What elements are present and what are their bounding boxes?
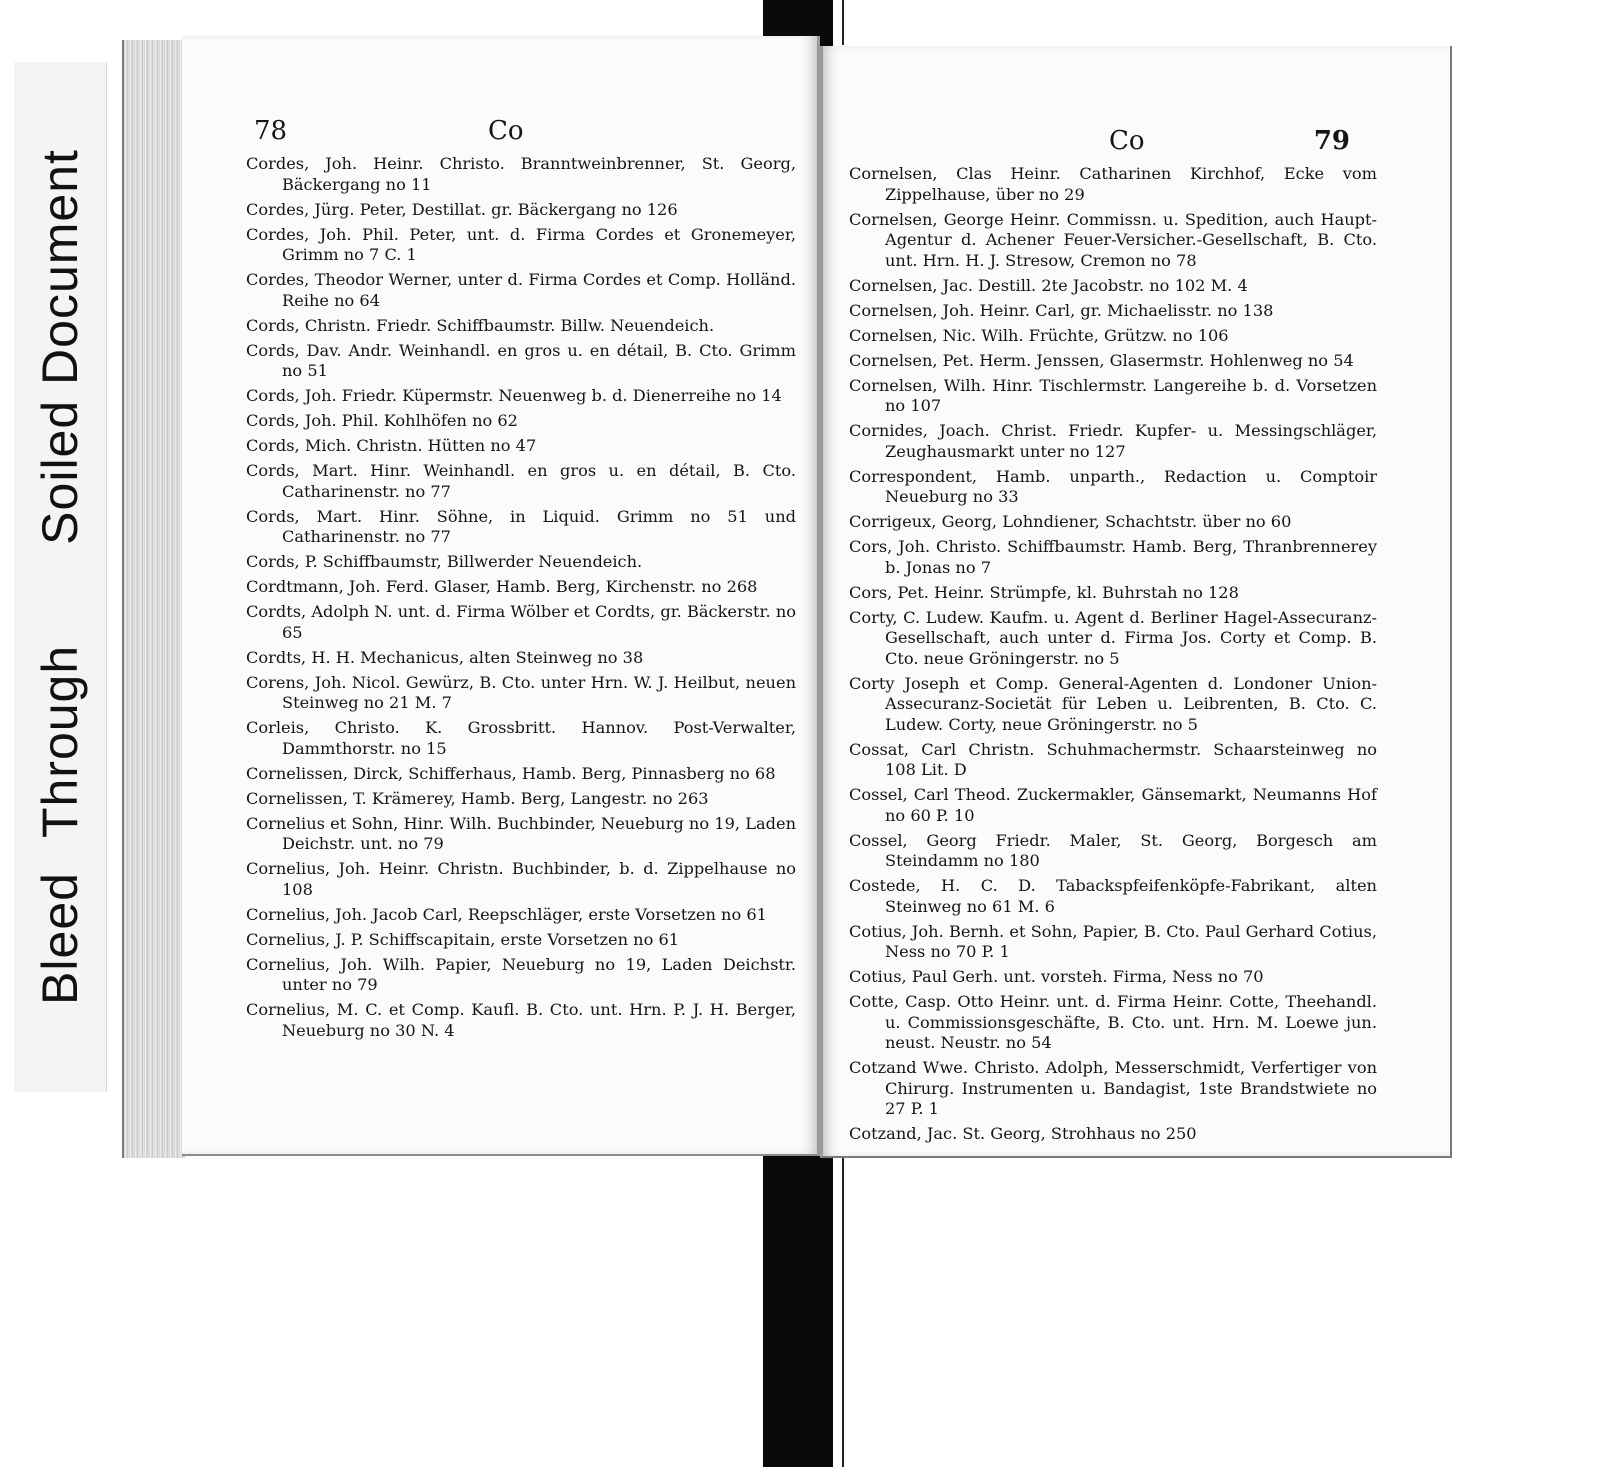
directory-entry: Cords, Dav. Andr. Weinhandl. en gros u. en détail, B. Cto. Grimm no 51	[246, 340, 796, 380]
gutter-bar-bottom	[763, 1155, 833, 1467]
directory-entry: Cordes, Joh. Phil. Peter, unt. d. Firma Cordes et Gronemeyer, Grimm no 7 C. 1	[246, 224, 796, 264]
left-page-title: Co	[488, 116, 524, 146]
directory-entry: Cornelius, Joh. Heinr. Christn. Buchbinder, b. d. Zippelhause no 108	[246, 859, 796, 899]
left-page	[182, 36, 820, 1156]
directory-entry: Cornelissen, Dirck, Schifferhaus, Hamb. Berg, Pinnasberg no 68	[246, 763, 776, 783]
directory-entry: Correspondent, Hamb. unparth., Redaction u. Comptoir Neueburg no 33	[849, 466, 1377, 506]
directory-entry: Cornelius, M. C. et Comp. Kaufl. B. Cto. unt. Hrn. P. J. H. Berger, Neueburg no 30 N. 4	[246, 1000, 796, 1040]
right-entry-list	[849, 164, 1377, 1149]
directory-entry: Cords, Joh. Friedr. Küpermstr. Neuenweg b. d. Dienerreihe no 14	[246, 386, 782, 405]
directory-entry: Cornelsen, Pet. Herm. Jenssen, Glasermstr. Hohlenweg no 54	[849, 350, 1354, 370]
directory-entry: Corens, Joh. Nicol. Gewürz, B. Cto. unter Hrn. W. J. Heilbut, neuen Steinweg no 21 M. 7	[246, 672, 796, 712]
gutter-line-top	[842, 0, 844, 45]
directory-entry: Cornelsen, George Heinr. Commissn. u. Spedition, auch Haupt-Agentur d. Achener Feuer-Versicher.-Gesellschaft, B. Cto. unt. Hrn. H. J. Stresow, Cremon no 78	[849, 209, 1377, 270]
directory-entry: Cords, Joh. Phil. Kohlhöfen no 62	[246, 411, 518, 430]
directory-entry: Cotius, Joh. Bernh. et Sohn, Papier, B. Cto. Paul Gerhard Cotius, Ness no 70 P. 1	[849, 921, 1377, 961]
side-label-text	[31, 149, 89, 1005]
directory-entry: Cordts, Adolph N. unt. d. Firma Wölber et Cordts, gr. Bäckerstr. no 65	[246, 602, 796, 642]
left-entry-list	[246, 154, 796, 1046]
directory-entry: Cornelius, Joh. Jacob Carl, Reepschläger, erste Vorsetzen no 61	[246, 904, 767, 924]
right-page-number: 79	[1313, 126, 1350, 156]
directory-entry: Cornelsen, Nic. Wilh. Früchte, Grützw. no 106	[849, 325, 1229, 345]
directory-entry: Cordtmann, Joh. Ferd. Glaser, Hamb. Berg, Kirchenstr. no 268	[246, 577, 758, 596]
directory-entry: Cornelsen, Jac. Destill. 2te Jacobstr. no 102 M. 4	[849, 275, 1248, 295]
right-page-title: Co	[1109, 126, 1145, 156]
directory-entry: Cossel, Carl Theod. Zuckermakler, Gänsemarkt, Neumanns Hof no 60 P. 10	[849, 785, 1377, 825]
book-fore-edge	[122, 40, 186, 1158]
directory-entry: Cors, Joh. Christo. Schiffbaumstr. Hamb. Berg, Thranbrennerey b. Jonas no 7	[849, 537, 1377, 577]
directory-entry: Cords, P. Schiffbaumstr, Billwerder Neuendeich.	[246, 552, 643, 571]
directory-entry: Cornelius et Sohn, Hinr. Wilh. Buchbinder, Neueburg no 19, Laden Deichstr. unt. no 79	[246, 813, 796, 853]
gutter-line-bottom	[842, 1155, 844, 1467]
directory-entry: Cornelsen, Joh. Heinr. Carl, gr. Michaelisstr. no 138	[849, 300, 1274, 320]
side-label-word-through: Through	[32, 644, 88, 839]
directory-entry: Corty Joseph et Comp. General-Agenten d. Londoner Union-Assecuranz-Societät für Leben u. Leibrenten, B. Cto. C. Ludew. Corty, neue Gröningerstr. no 5	[849, 673, 1377, 734]
side-label-word-soiled: Soiled Document	[32, 149, 88, 545]
directory-entry: Cords, Mart. Hinr. Söhne, in Liquid. Grimm no 51 und Catharinenstr. no 77	[246, 506, 796, 546]
directory-entry: Cornelsen, Clas Heinr. Catharinen Kirchhof, Ecke vom Zippelhause, über no 29	[849, 164, 1377, 204]
directory-entry: Cords, Mart. Hinr. Weinhandl. en gros u. en détail, B. Cto. Catharinenstr. no 77	[246, 461, 796, 501]
right-page	[820, 46, 1452, 1158]
directory-entry: Cossat, Carl Christn. Schuhmachermstr. Schaarsteinweg no 108 Lit. D	[849, 739, 1377, 779]
directory-entry: Cords, Christn. Friedr. Schiffbaumstr. Billw. Neuendeich.	[246, 315, 715, 335]
directory-entry: Cords, Mich. Christn. Hütten no 47	[246, 436, 537, 455]
directory-entry: Corleis, Christo. K. Grossbritt. Hannov. Post-Verwalter, Dammthorstr. no 15	[246, 718, 796, 758]
directory-entry: Cotius, Paul Gerh. unt. vorsteh. Firma, Ness no 70	[849, 967, 1264, 986]
directory-entry: Cornelius, Joh. Wilh. Papier, Neueburg no 19, Laden Deichstr. unter no 79	[246, 954, 796, 994]
directory-entry: Cossel, Georg Friedr. Maler, St. Georg, Borgesch am Steindamm no 180	[849, 830, 1377, 870]
directory-entry: Cornelsen, Wilh. Hinr. Tischlermstr. Langereihe b. d. Vorsetzen no 107	[849, 375, 1377, 415]
left-page-header	[182, 116, 817, 156]
side-label-panel	[14, 62, 107, 1092]
right-page-header	[823, 126, 1450, 166]
directory-entry: Cordts, H. H. Mechanicus, alten Steinweg no 38	[246, 647, 644, 667]
directory-entry: Cordes, Theodor Werner, unter d. Firma Cordes et Comp. Holländ. Reihe no 64	[246, 270, 796, 310]
directory-entry: Cotzand, Jac. St. Georg, Strohhaus no 250	[849, 1124, 1197, 1143]
directory-entry: Cotzand Wwe. Christo. Adolph, Messerschmidt, Verfertiger von Chirurg. Instrumenten u. Bandagist, 1ste Brandstwiete no 27 P. 1	[849, 1058, 1377, 1118]
directory-entry: Cors, Pet. Heinr. Strümpfe, kl. Buhrstah no 128	[849, 582, 1239, 602]
side-label-word-bleed: Bleed	[32, 872, 88, 1005]
directory-entry: Cordes, Jürg. Peter, Destillat. gr. Bäckergang no 126	[246, 199, 678, 219]
directory-entry: Cordes, Joh. Heinr. Christo. Branntweinbrenner, St. Georg, Bäckergang no 11	[246, 154, 796, 194]
left-page-number: 78	[254, 116, 288, 146]
directory-entry: Cotte, Casp. Otto Heinr. unt. d. Firma Heinr. Cotte, Theehandl. u. Commissionsgeschäfte, B. Cto. unt. Hrn. M. Loewe jun. neust. Neustr. no 54	[849, 992, 1377, 1052]
directory-entry: Costede, H. C. D. Tabackspfeifenköpfe-Fabrikant, alten Steinweg no 61 M. 6	[849, 876, 1377, 916]
directory-entry: Corrigeux, Georg, Lohndiener, Schachtstr. über no 60	[849, 512, 1292, 531]
directory-entry: Cornelissen, T. Krämerey, Hamb. Berg, Langestr. no 263	[246, 788, 709, 808]
directory-entry: Cornides, Joach. Christ. Friedr. Kupfer- u. Messingschläger, Zeughausmarkt unter no 127	[849, 421, 1377, 461]
directory-entry: Corty, C. Ludew. Kaufm. u. Agent d. Berliner Hagel-Assecuranz-Gesellschaft, auch unter d. Firma Jos. Corty et Comp. B. Cto. neue Gröningerstr. no 5	[849, 607, 1377, 668]
directory-entry: Cornelius, J. P. Schiffscapitain, erste Vorsetzen no 61	[246, 929, 680, 949]
